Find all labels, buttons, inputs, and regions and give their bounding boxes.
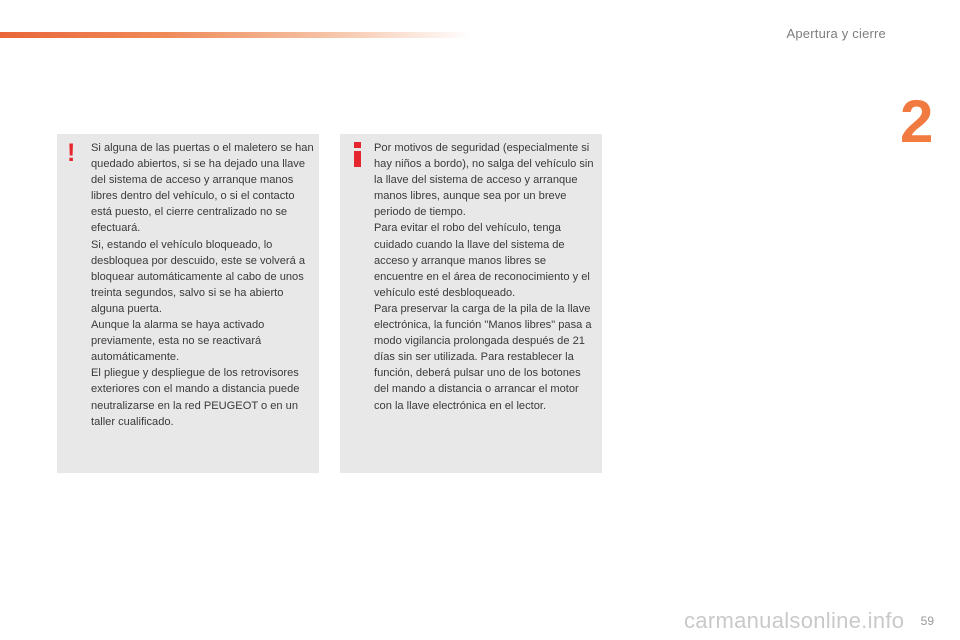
watermark: carmanualsonline.info [684, 608, 905, 633]
header-accent-bar [0, 32, 470, 38]
info-paragraph: Para evitar el robo del vehículo, tenga cuidado cuando la llave del sistema de acceso y arranque manos libres se encuentre en el área de reconocimiento y el vehículo esté desbloqueado. [374, 222, 590, 299]
info-text [374, 140, 598, 414]
warning-paragraph: Aunque la alarma se haya activado previamente, esta no se reactivará automáticamente. [91, 319, 265, 364]
chapter-number: 2 [900, 88, 934, 155]
exclamation-warning-icon: ! [67, 139, 76, 167]
warning-paragraph: El pliegue y despliegue de los retrovisores exteriores con el mando a distancia puede neutralizarse en la red PEUGEOT o en un taller cualificado. [91, 367, 300, 428]
warning-paragraph: Si, estando el vehículo bloqueado, lo desbloquea por descuido, este se volverá a bloquear automáticamente al cabo de unos treinta segundos, salvo si se ha abierto alguna puerta. [91, 238, 306, 315]
info-paragraph: Por motivos de seguridad (especialmente si hay niños a bordo), no salga del vehículo sin la llave del sistema de acceso y arranque manos libres, aunque sea por un breve periodo de tiempo. [374, 142, 594, 219]
warning-text [91, 140, 315, 430]
warning-paragraph: Si alguna de las puertas o el maletero se han quedado abiertos, si se ha dejado una llave del sistema de acceso y arranque manos libres dentro del vehículo, o si el contacto está puesto, el cierre centralizado no se efectuará. [91, 142, 314, 235]
page-number: 59 [920, 614, 934, 628]
info-box [340, 134, 602, 473]
section-title: Apertura y cierre [786, 26, 886, 41]
info-paragraph: Para preservar la carga de la pila de la llave electrónica, la función "Manos libres" pasa a modo vigilancia prolongada después de 21 días sin ser utilizada. Para restablecer la función, deberá pulsar uno de los botones del mando a distancia o arrancar el motor con la llave electrónica en el lector. [374, 302, 592, 412]
warning-box [57, 134, 319, 473]
info-icon [354, 142, 361, 166]
